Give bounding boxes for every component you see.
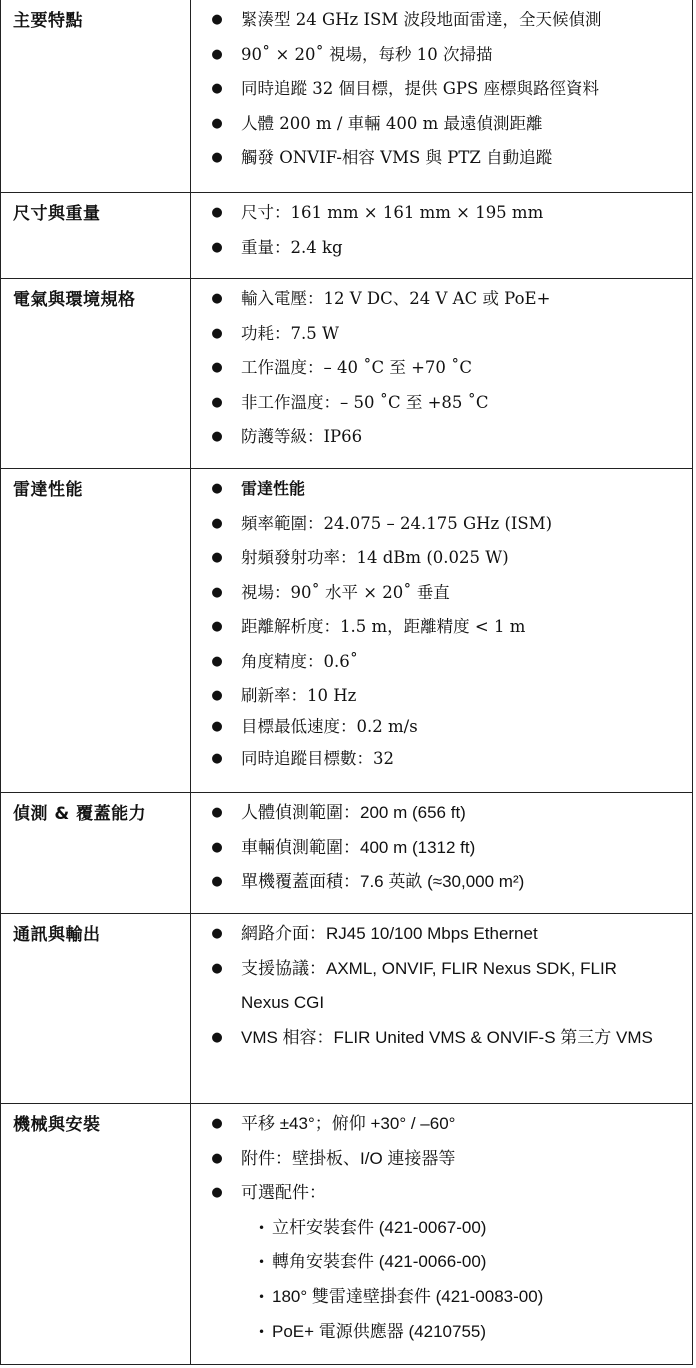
sub-item-text: 立杆安裝套件 (421-0067-00) <box>272 1217 487 1237</box>
list-item <box>191 541 692 576</box>
item-text: 輸入電壓：12 V DC、24 V AC 或 PoE+ <box>241 289 551 308</box>
item-text: 距離解析度：1.5 m，距離精度 < 1 m <box>241 617 526 637</box>
item-text: 刷新率：10 Hz <box>241 685 357 705</box>
bullet-icon <box>191 917 241 952</box>
item-text: 角度精度：0.6˚ <box>241 651 358 671</box>
bullet-icon <box>191 386 241 421</box>
list-item <box>191 680 692 711</box>
list-item <box>191 796 692 831</box>
row-label: 電氣與環境規格 <box>1 279 191 468</box>
item-text: 同時追蹤 32 個目標，提供 GPS 座標與路徑資料 <box>241 79 600 99</box>
sub-list-item <box>191 1280 692 1315</box>
item-text: 人體偵測範圍：200 m (656 ft) <box>241 803 466 822</box>
item-text: 支援協議：AXML, ONVIF, FLIR Nexus SDK, FLIR Nexus CGI <box>241 958 622 1013</box>
item-text: 附件：壁掛板、I/O 連接器等 <box>241 1148 456 1168</box>
spec-row-communication <box>0 914 693 1104</box>
bullet-icon <box>191 196 241 231</box>
row-label: 偵測 & 覆蓋能力 <box>1 793 191 913</box>
sub-item-text: PoE+ 電源供應器 (4210755) <box>272 1321 487 1341</box>
bullet-icon <box>191 3 241 38</box>
list-item <box>191 231 692 266</box>
bullet-icon <box>191 645 241 680</box>
list-item <box>191 386 692 421</box>
row-label: 尺寸與重量 <box>1 193 191 278</box>
bullet-icon <box>191 107 241 142</box>
row-items <box>191 469 692 792</box>
row-items <box>191 279 692 468</box>
bullet-icon <box>191 711 241 742</box>
row-label: 通訊與輸出 <box>1 914 191 1103</box>
small-bullet-icon <box>258 1315 272 1350</box>
list-item <box>191 576 692 611</box>
bullet-icon <box>191 231 241 266</box>
bullet-icon <box>191 38 241 73</box>
item-text: 防護等級：IP66 <box>241 427 363 447</box>
list-item <box>191 3 692 38</box>
list-item <box>191 72 692 107</box>
item-text: 目標最低速度：0.2 m/s <box>241 716 418 736</box>
item-text: 頻率範圍：24.075 – 24.175 GHz (ISM) <box>241 513 553 533</box>
row-items <box>191 914 692 1103</box>
item-text: 非工作溫度：– 50 ˚C 至 +85 ˚C <box>241 392 489 412</box>
list-item <box>191 472 692 507</box>
spec-row-detection <box>0 793 693 914</box>
item-text: 射頻發射功率：14 dBm (0.025 W) <box>241 548 509 568</box>
list-item <box>191 282 692 317</box>
item-text: 可選配件： <box>241 1183 326 1203</box>
spec-row-mechanical <box>0 1104 693 1365</box>
bullet-icon <box>191 282 241 317</box>
sub-list-item <box>191 1245 692 1280</box>
list-item <box>191 711 692 742</box>
list-item <box>191 742 692 777</box>
bullet-icon <box>191 1021 241 1056</box>
list-item <box>191 141 692 176</box>
bullet-icon <box>191 610 241 645</box>
bullet-icon <box>191 72 241 107</box>
row-items <box>191 793 692 913</box>
item-text: VMS 相容：FLIR United VMS & ONVIF-S 第三方 VMS <box>241 1027 653 1047</box>
bullet-icon <box>191 1107 241 1142</box>
bullet-icon <box>191 796 241 831</box>
bullet-icon <box>191 865 241 900</box>
list-item <box>191 952 692 1021</box>
item-text: 雷達性能 <box>241 479 306 498</box>
row-label: 機械與安裝 <box>1 1104 191 1364</box>
list-item <box>191 196 692 231</box>
spec-row-electrical <box>0 279 693 469</box>
spec-row-radar-performance <box>0 469 693 793</box>
list-item <box>191 107 692 142</box>
sub-list-item <box>191 1315 692 1350</box>
bullet-icon <box>191 680 241 711</box>
list-item <box>191 917 692 952</box>
item-text: 平移 ±43°；俯仰 +30° / –60° <box>241 1114 456 1133</box>
item-text: 同時追蹤目標數：32 <box>241 748 394 768</box>
list-item <box>191 317 692 352</box>
list-item <box>191 507 692 542</box>
item-text: 人體 200 m / 車輛 400 m 最遠偵測距離 <box>241 113 543 133</box>
bullet-icon <box>191 1176 241 1211</box>
bullet-icon <box>191 141 241 176</box>
row-items <box>191 1104 692 1364</box>
list-item <box>191 1021 692 1056</box>
bullet-icon <box>191 576 241 611</box>
item-text: 90˚ × 20˚ 視場，每秒 10 次掃描 <box>241 44 493 64</box>
item-text: 功耗：7.5 W <box>241 323 339 343</box>
list-item <box>191 645 692 680</box>
spec-row-key-features <box>0 0 693 193</box>
list-item <box>191 831 692 866</box>
list-item <box>191 610 692 645</box>
bullet-icon <box>191 1142 241 1177</box>
bullet-icon <box>191 507 241 542</box>
small-bullet-icon <box>258 1245 272 1280</box>
item-text: 車輛偵測範圍：400 m (1312 ft) <box>241 837 476 857</box>
list-item <box>191 1142 692 1177</box>
list-item <box>191 865 692 900</box>
list-item <box>191 420 692 455</box>
row-items <box>191 193 692 278</box>
item-text: 工作溫度：– 40 ˚C 至 +70 ˚C <box>241 358 473 378</box>
bullet-icon <box>191 351 241 386</box>
sub-item-text: 轉角安裝套件 (421-0066-00) <box>272 1252 487 1272</box>
item-text: 視場：90˚ 水平 × 20˚ 垂直 <box>241 582 450 602</box>
item-text: 尺寸：161 mm × 161 mm × 195 mm <box>241 203 544 222</box>
item-text: 單機覆蓋面積：7.6 英畝 (≈30,000 m²) <box>241 872 525 892</box>
spec-row-dimensions <box>0 193 693 279</box>
item-text: 重量：2.4 kg <box>241 237 343 257</box>
list-item <box>191 38 692 73</box>
small-bullet-icon <box>258 1211 272 1246</box>
sub-item-text: 180° 雙雷達壁掛套件 (421-0083-00) <box>272 1286 544 1306</box>
item-text: 緊湊型 24 GHz ISM 波段地面雷達，全天候偵測 <box>241 10 602 29</box>
item-text: 網路介面：RJ45 10/100 Mbps Ethernet <box>241 924 538 943</box>
bullet-icon <box>191 952 241 987</box>
bullet-icon <box>191 317 241 352</box>
bullet-icon <box>191 472 241 507</box>
list-item <box>191 351 692 386</box>
list-item <box>191 1107 692 1142</box>
small-bullet-icon <box>258 1280 272 1315</box>
row-items <box>191 0 692 192</box>
item-text: 觸發 ONVIF-相容 VMS 與 PTZ 自動追蹤 <box>241 148 553 168</box>
bullet-icon <box>191 541 241 576</box>
row-label: 雷達性能 <box>1 469 191 792</box>
bullet-icon <box>191 420 241 455</box>
row-label: 主要特點 <box>1 0 191 192</box>
sub-list-item <box>191 1211 692 1246</box>
bullet-icon <box>191 742 241 777</box>
list-item <box>191 1176 692 1211</box>
bullet-icon <box>191 831 241 866</box>
